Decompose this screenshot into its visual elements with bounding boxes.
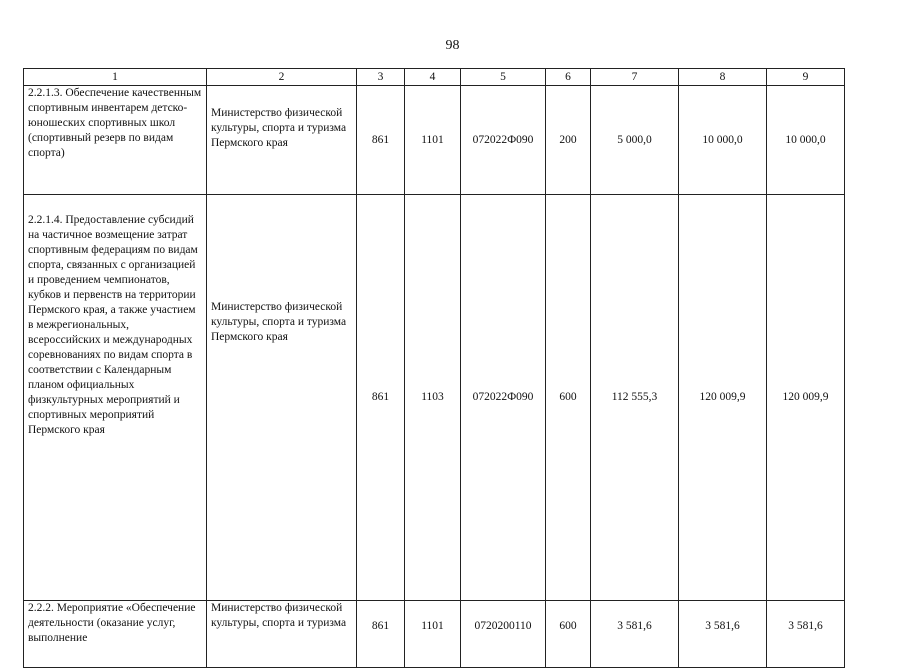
table-row [24, 601, 845, 668]
table-row [24, 195, 845, 601]
cell-col-8: 120 009,9 [679, 195, 767, 601]
table-row [24, 86, 845, 195]
cell-col-6: 200 [546, 86, 591, 195]
cell-col-6: 600 [546, 601, 591, 668]
header-col-7: 7 [591, 69, 679, 86]
cell-col-9: 10 000,0 [767, 86, 845, 195]
header-col-1: 1 [24, 69, 207, 86]
ministry-name: Министерство физической культуры, спорта и туризма [207, 601, 357, 668]
cell-col-3: 861 [357, 86, 405, 195]
header-col-4: 4 [405, 69, 461, 86]
header-col-9: 9 [767, 69, 845, 86]
ministry-name: Министерство физической культуры, спорта и туризма Пермского края [207, 86, 357, 195]
cell-col-3: 861 [357, 601, 405, 668]
cell-col-5: 072022Ф090 [461, 195, 546, 601]
ministry-name: Министерство физической культуры, спорта и туризма Пермского края [207, 195, 357, 601]
cell-col-5: 0720200110 [461, 601, 546, 668]
cell-col-5: 072022Ф090 [461, 86, 546, 195]
cell-col-7: 112 555,3 [591, 195, 679, 601]
cell-col-3: 861 [357, 195, 405, 601]
cell-col-7: 5 000,0 [591, 86, 679, 195]
header-col-6: 6 [546, 69, 591, 86]
cell-col-8: 3 581,6 [679, 601, 767, 668]
header-col-5: 5 [461, 69, 546, 86]
cell-col-4: 1101 [405, 601, 461, 668]
header-col-2: 2 [207, 69, 357, 86]
cell-col-4: 1101 [405, 86, 461, 195]
cell-col-7: 3 581,6 [591, 601, 679, 668]
budget-table [23, 68, 845, 668]
table-header-row [24, 69, 845, 86]
page-number: 98 [445, 38, 460, 53]
cell-col-6: 600 [546, 195, 591, 601]
cell-col-8: 10 000,0 [679, 86, 767, 195]
measure-name: 2.2.1.3. Обеспечение качественным спортивным инвентарем детско-юношеских спортивных школ (спортивный резерв по видам спорта) [24, 86, 207, 195]
cell-col-9: 120 009,9 [767, 195, 845, 601]
measure-name: 2.2.2. Мероприятие «Обеспечение деятельности (оказание услуг, выполнение [24, 601, 207, 668]
measure-name: 2.2.1.4. Предоставление субсидий на частичное возмещение затрат спортивным федерациям по видам спорта, связанных с организацией и проведением чемпионатов, кубков и первенств на территории Пермского края, а также участием в межрегиональных, всероссийских и международных соревнованиях по видам спорта в соответствии с Календарным планом официальных физкультурных мероприятий и спортивных мероприятий Пермского края [24, 195, 207, 601]
header-col-8: 8 [679, 69, 767, 86]
cell-col-9: 3 581,6 [767, 601, 845, 668]
cell-col-4: 1103 [405, 195, 461, 601]
header-col-3: 3 [357, 69, 405, 86]
